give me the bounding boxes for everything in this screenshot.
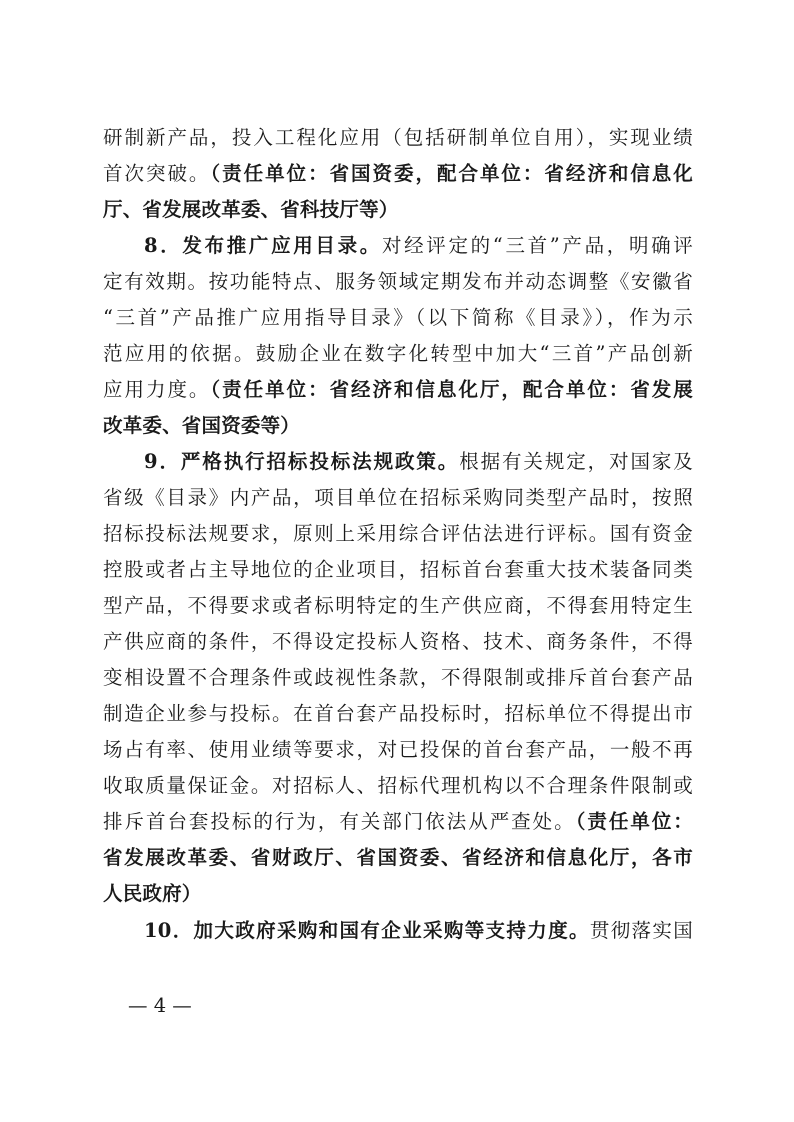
body-line: [103, 841, 693, 875]
responsibility-text: 改革委、省国资委等）: [103, 414, 301, 437]
body-line: [103, 337, 693, 371]
line-text: 变相设置不合理条件或歧视性条款，不得限制或排斥首台套产品: [103, 666, 693, 689]
body-line: [103, 373, 693, 407]
line-text: “三首”产品推广应用指导目录》（以下简称《目录》），作为示: [103, 306, 693, 329]
item-heading-9: 9．严格执行招标投标法规政策。: [144, 450, 460, 473]
body-line: [103, 625, 693, 659]
page-number: — 4 —: [128, 994, 192, 1017]
body-line: [103, 733, 693, 767]
line-text: 对经评定的“三首”产品，明确评: [381, 234, 693, 257]
line-text: 研制新产品，投入工程化应用（包括研制单位自用），实现业绩: [103, 126, 693, 149]
line-text: 贯彻落实国: [589, 919, 693, 942]
body-line: [103, 589, 693, 623]
line-text: 型产品，不得要求或者标明特定的生产供应商，不得套用特定生: [103, 594, 693, 617]
body-line: [144, 229, 693, 263]
line-text: 产供应商的条件，不得设定投标人资格、技术、商务条件，不得: [103, 630, 693, 653]
body-line: [103, 157, 693, 191]
line-text: 首次突破。: [103, 162, 211, 185]
line-text: 省级《目录》内产品，项目单位在招标采购同类型产品时，按照: [103, 486, 693, 509]
responsibility-text: （责任单位：省国资委，配合单位：省经济和信息化: [210, 162, 693, 185]
item-heading-10: 10．加大政府采购和国有企业采购等支持力度。: [144, 919, 590, 942]
body-line: [103, 661, 693, 695]
body-line: [103, 193, 693, 227]
body-line: [103, 697, 693, 731]
responsibility-text: 人民政府）: [103, 882, 202, 905]
line-text: 定有效期。按功能特点、服务领域定期发布并动态调整《安徽省: [103, 270, 693, 293]
line-text: 控股或者占主导地位的企业项目，招标首台套重大技术装备同类: [103, 558, 693, 581]
responsibility-text: （责任单位：省经济和信息化厅，配合单位：省发展: [210, 378, 693, 401]
body-line: [103, 409, 693, 443]
body-line: [103, 553, 693, 587]
body-line: [103, 481, 693, 515]
line-text: 范应用的依据。鼓励企业在数字化转型中加大“三首”产品创新: [103, 342, 693, 365]
line-text: 制造企业参与投标。在首台套产品投标时，招标单位不得提出市: [103, 702, 693, 725]
responsibility-text: （责任单位：: [575, 810, 694, 833]
responsibility-text: 省发展改革委、省财政厅、省国资委、省经济和信息化厅，各市: [103, 846, 693, 869]
line-text: 排斥首台套投标的行为，有关部门依法从严查处。: [103, 810, 576, 833]
body-line: [103, 265, 693, 299]
line-text: 根据有关规定，对国家及: [459, 450, 693, 473]
body-line: [103, 877, 693, 911]
line-text: 场占有率、使用业绩等要求，对已投保的首台套产品，一般不再: [103, 738, 693, 761]
body-line: [103, 301, 693, 335]
line-text: 收取质量保证金。对招标人、招标代理机构以不合理条件限制或: [103, 774, 693, 797]
item-heading-8: 8．发布推广应用目录。: [144, 234, 382, 257]
body-line: [103, 121, 693, 155]
line-text: 招标投标法规要求，原则上采用综合评估法进行评标。国有资金: [103, 522, 693, 545]
body-line: [103, 805, 693, 839]
body-line: [103, 517, 693, 551]
body-line: [103, 769, 693, 803]
line-text: 应用力度。: [103, 378, 211, 401]
body-line: [144, 914, 693, 948]
responsibility-text: 厅、省发展改革委、省科技厅等）: [103, 198, 399, 221]
body-line: [144, 445, 693, 479]
